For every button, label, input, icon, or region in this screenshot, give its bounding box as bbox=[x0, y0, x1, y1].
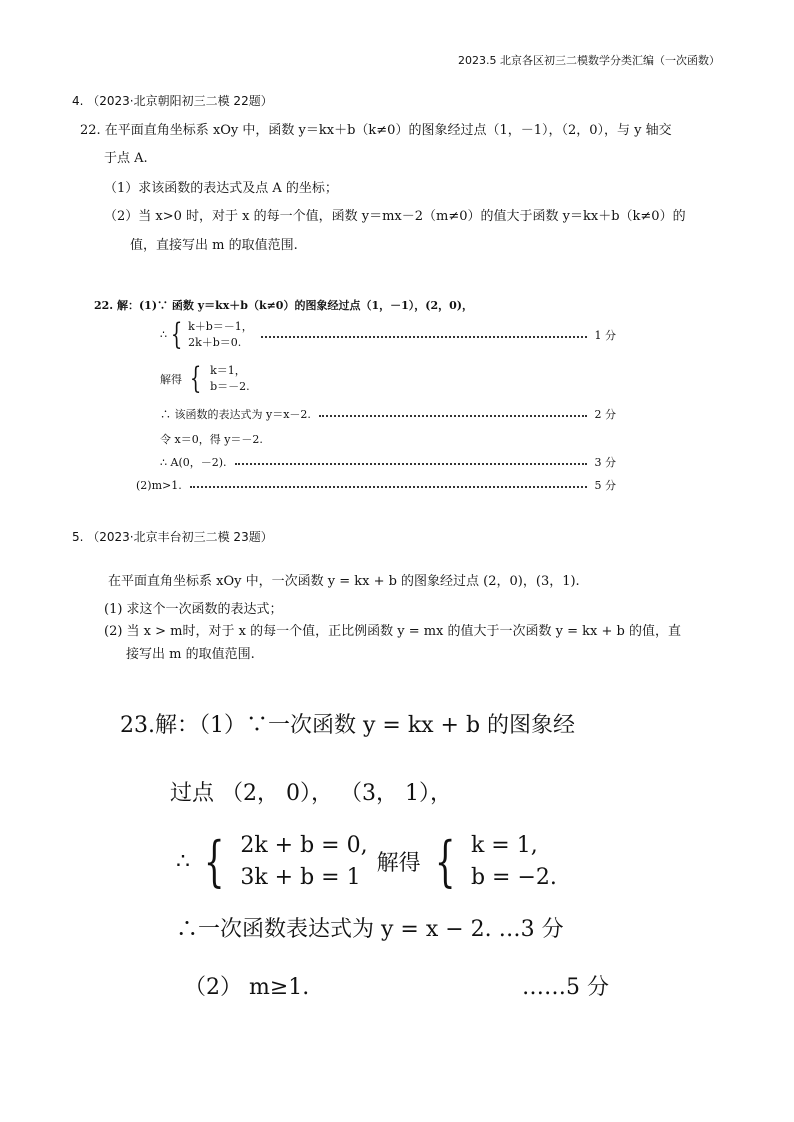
question-text: 于点 A. bbox=[104, 151, 148, 166]
score-label: ……5 分 bbox=[522, 975, 609, 1000]
solve-label: 解得 bbox=[160, 372, 182, 386]
brace-icon: { bbox=[189, 360, 201, 396]
brace-icon: { bbox=[203, 829, 225, 893]
question-part: (1) 求这个一次函数的表达式； bbox=[104, 602, 283, 617]
score-label: 2 分 bbox=[594, 408, 616, 421]
solution-line: ∴ 该函数的表达式为 y＝x－2. bbox=[160, 408, 311, 421]
question-part: 接写出 m 的取值范围. bbox=[126, 647, 255, 662]
equation: k＋b＝－1， bbox=[188, 320, 253, 333]
solution-line: （2） m≥1. bbox=[184, 975, 310, 1000]
therefore-symbol: ∴ bbox=[160, 328, 167, 342]
solution-line: ∴一次函数表达式为 y = x − 2. …3 分 bbox=[176, 917, 564, 942]
equation-system bbox=[188, 319, 253, 351]
equation: k = 1, bbox=[470, 833, 538, 858]
question-part: （1）求该函数的表达式及点 A 的坐标； bbox=[104, 181, 338, 196]
dotted-leader bbox=[319, 411, 587, 417]
solution-system-row bbox=[176, 830, 557, 894]
question-part: （2）当 x>0 时，对于 x 的每一个值，函数 y＝mx－2（m≠0）的值大于函数 y＝kx＋b（k≠0）的 bbox=[104, 209, 686, 224]
therefore-symbol: ∴ bbox=[176, 849, 190, 875]
solution-line: 令 x＝0，得 y＝－2. bbox=[160, 433, 263, 446]
question-text: 22. 在平面直角坐标系 xOy 中，函数 y＝kx＋b（k≠0）的图象经过点（1，－1），（2，0），与 y 轴交 bbox=[80, 123, 672, 138]
solution-row bbox=[160, 406, 616, 422]
dotted-leader bbox=[261, 332, 587, 338]
equation-system bbox=[240, 830, 367, 894]
dotted-leader bbox=[235, 459, 587, 465]
solution-row bbox=[160, 454, 616, 470]
score-label: 3 分 bbox=[594, 456, 616, 469]
equation: k＝1， bbox=[210, 364, 246, 377]
question-part: 值，直接写出 m 的取值范围. bbox=[130, 238, 298, 253]
solution-result-row bbox=[160, 360, 250, 396]
brace-icon: { bbox=[170, 316, 183, 352]
page-header: 2023.5 北京各区初三二模数学分类汇编（一次函数） bbox=[458, 54, 720, 67]
equation: 3k + b = 1 bbox=[240, 864, 361, 890]
solution-row bbox=[136, 477, 616, 493]
equation-system bbox=[210, 363, 250, 395]
equation-system bbox=[471, 830, 557, 894]
solution-line: 22. 解：(1)∵ 函数 y＝kx＋b（k≠0）的图象经过点（1，－1），(2，0)， bbox=[94, 299, 473, 312]
solution-line: 23.解：（1）∵一次函数 y = kx + b 的图象经 bbox=[120, 713, 576, 738]
equation: 2k + b = 0, bbox=[240, 833, 368, 858]
question-part: (2) 当 x > m时，对于 x 的每一个值，正比例函数 y = mx 的值大于一次函数 y = kx + b 的值，直 bbox=[104, 624, 681, 639]
question-source: 5. （2023·北京丰台初三二模 23题） bbox=[72, 530, 273, 544]
solution-system-row bbox=[160, 316, 616, 352]
dotted-leader bbox=[190, 482, 587, 488]
equation: b = −2. bbox=[470, 864, 557, 890]
score-label: 5 分 bbox=[594, 479, 616, 492]
question-source: 4. （2023·北京朝阳初三二模 22题） bbox=[72, 94, 273, 108]
equation: b＝－2. bbox=[210, 379, 250, 393]
question-text: 在平面直角坐标系 xOy 中，一次函数 y = kx + b 的图象经过点 (2，0)，(3，1). bbox=[108, 574, 580, 589]
solution-line: ∴ A(0，－2). bbox=[160, 456, 227, 469]
score-label: 1 分 bbox=[594, 328, 616, 342]
solve-label: 解得 bbox=[376, 851, 421, 877]
brace-icon: { bbox=[434, 829, 456, 893]
equation: 2k＋b＝0. bbox=[188, 335, 242, 349]
solution-line: 过点 （2， 0）， （3， 1）， bbox=[170, 781, 452, 806]
solution-line: (2)m>1. bbox=[136, 478, 182, 492]
